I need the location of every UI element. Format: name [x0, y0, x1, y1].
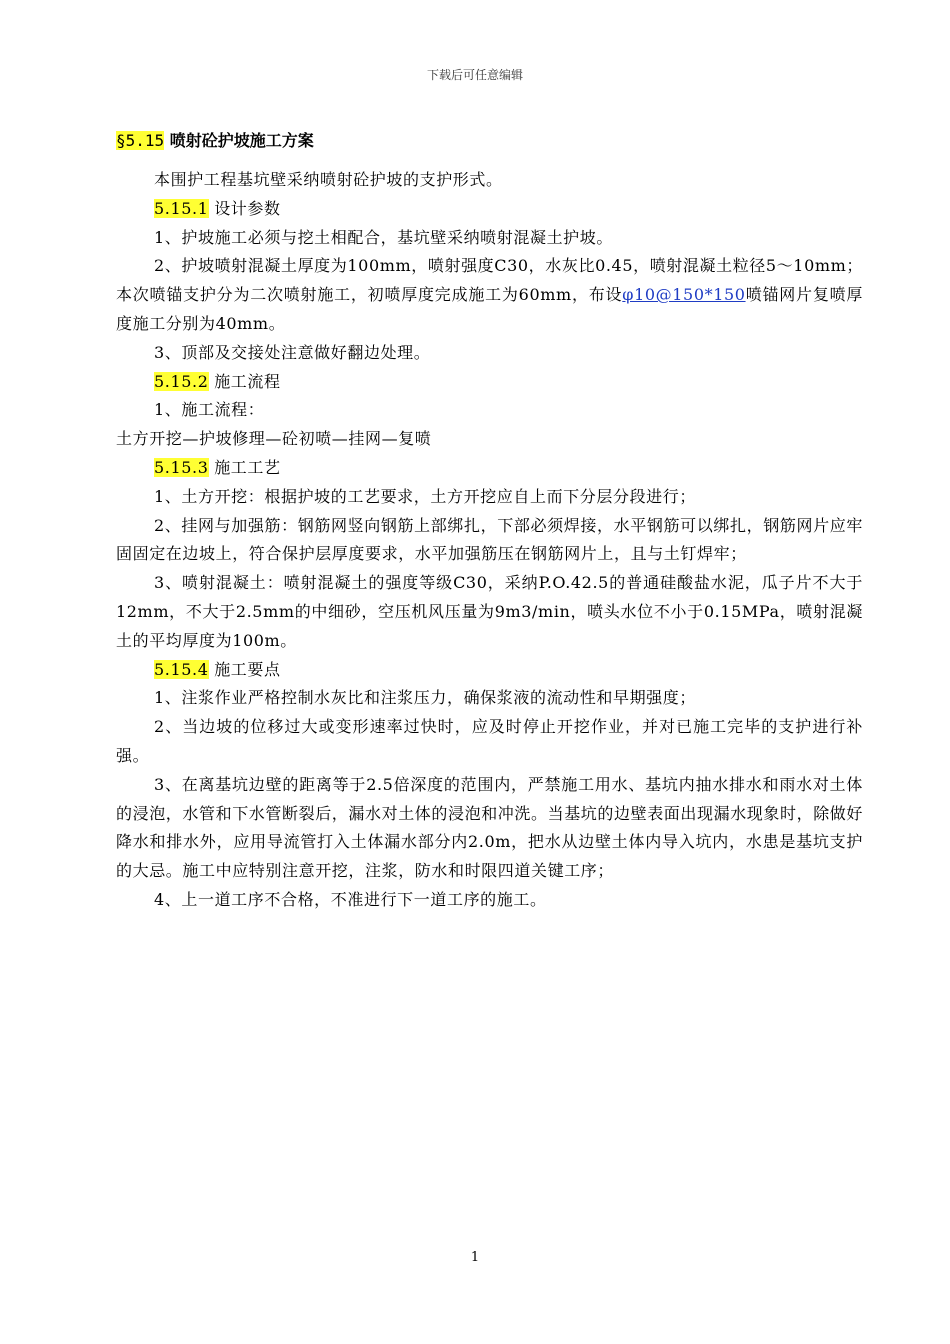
paragraph-text: 3、在离基坑边壁的距离等于2.5倍深度的范围内，严禁施工用水、基坑内抽水排水和雨水对土体的浸泡，水管和下水管断裂后，漏水对土体的浸泡和冲洗。当基坑的边壁表面出现漏水现象时，除做好降水和排水外，应用导流管打入土体漏水部分内2.0m，把水从边壁土体内导入坑内，水患是基坑支护的大忌。施工中应特别注意开挖，注浆，防水和时限四道关键工序；	[116, 774, 864, 881]
page-header: 下载后可任意编辑	[426, 68, 523, 82]
paragraph-text: 3、喷射混凝土：喷射混凝土的强度等级C30，采纳P.O.42.5的普通硅酸盐水泥，瓜子片不大于12mm，不大于2.5mm的中细砂，空压机风压量为9m3/min，喷头水位不小于0.15MPa，喷射混凝土的平均厚度为100m。	[116, 573, 863, 650]
paragraph	[116, 771, 863, 886]
section-number: §5.15	[116, 131, 165, 150]
paragraph	[116, 713, 863, 771]
paragraph-text: 土方开挖—护坡修理—砼初喷—挂网—复喷	[116, 429, 432, 449]
subsection-5-15-3	[116, 454, 863, 483]
paragraph-text: 1、土方开挖：根据护坡的工艺要求，土方开挖应自上而下分层分段进行；	[154, 486, 696, 506]
document-body	[116, 166, 863, 915]
subsection-title: 施工要点	[214, 659, 281, 679]
subsection-number: 5.15.2	[154, 371, 209, 391]
subsection-title: 施工流程	[214, 371, 281, 391]
paragraph	[116, 886, 863, 915]
paragraph-text: 1、施工流程：	[154, 400, 265, 420]
paragraph	[116, 684, 863, 713]
paragraph-text: 2、挂网与加强筋：钢筋网竖向钢筋上部绑扎，下部必须焊接，水平钢筋可以绑扎，钢筋网片应牢固固定在边坡上，符合保护层厚度要求，水平加强筋压在钢筋网片上，且与土钉焊牢；	[116, 515, 863, 564]
paragraph-text: 本围护工程基坑壁采纳喷射砼护坡的支护形式。	[154, 170, 503, 189]
subsection-5-15-4	[116, 656, 863, 685]
paragraph-text: 3、顶部及交接处注意做好翻边处理。	[154, 342, 431, 362]
subsection-5-15-1	[116, 195, 863, 224]
subsection-number: 5.15.3	[154, 457, 209, 477]
subsection-title: 施工工艺	[214, 457, 281, 477]
paragraph-intro	[116, 166, 863, 195]
rebar-spec-link[interactable]: φ10@150*150	[622, 285, 746, 305]
subsection-number: 5.15.4	[154, 659, 209, 679]
paragraph-text: 4、上一道工序不合格，不准进行下一道工序的施工。	[154, 889, 547, 909]
paragraph	[116, 339, 863, 368]
paragraph	[116, 483, 863, 512]
paragraph-text: 1、注浆作业严格控制水灰比和注浆压力，确保浆液的流动性和早期强度；	[154, 688, 696, 708]
paragraph-text: 2、当边坡的位移过大或变形速率过快时，应及时停止开挖作业，并对已施工完毕的支护进行补强。	[116, 717, 863, 765]
paragraph	[116, 512, 863, 570]
subsection-title: 设计参数	[214, 198, 281, 218]
paragraph	[116, 396, 863, 425]
paragraph	[116, 252, 863, 338]
section-title-text: 喷射砼护坡施工方案	[169, 131, 314, 150]
paragraph	[116, 224, 863, 253]
page-number: 1	[470, 1250, 480, 1265]
subsection-5-15-2	[116, 368, 863, 397]
subsection-number: 5.15.1	[154, 198, 209, 218]
paragraph	[116, 569, 863, 655]
paragraph-text: 2、护坡喷射混凝土厚度为100mm，喷射强度C30，水灰比0.45，喷射混凝土粒径5～10mm；本次喷锚支护分为二次喷射施工，初喷厚度完成施工为60mm，布设	[116, 256, 863, 305]
section-title	[116, 128, 314, 151]
paragraph-text: 喷锚网片复喷厚度施工分别为40mm。	[116, 285, 863, 333]
paragraph	[116, 425, 863, 454]
paragraph-text: 1、护坡施工必须与挖土相配合，基坑壁采纳喷射混凝土护坡。	[154, 227, 613, 247]
